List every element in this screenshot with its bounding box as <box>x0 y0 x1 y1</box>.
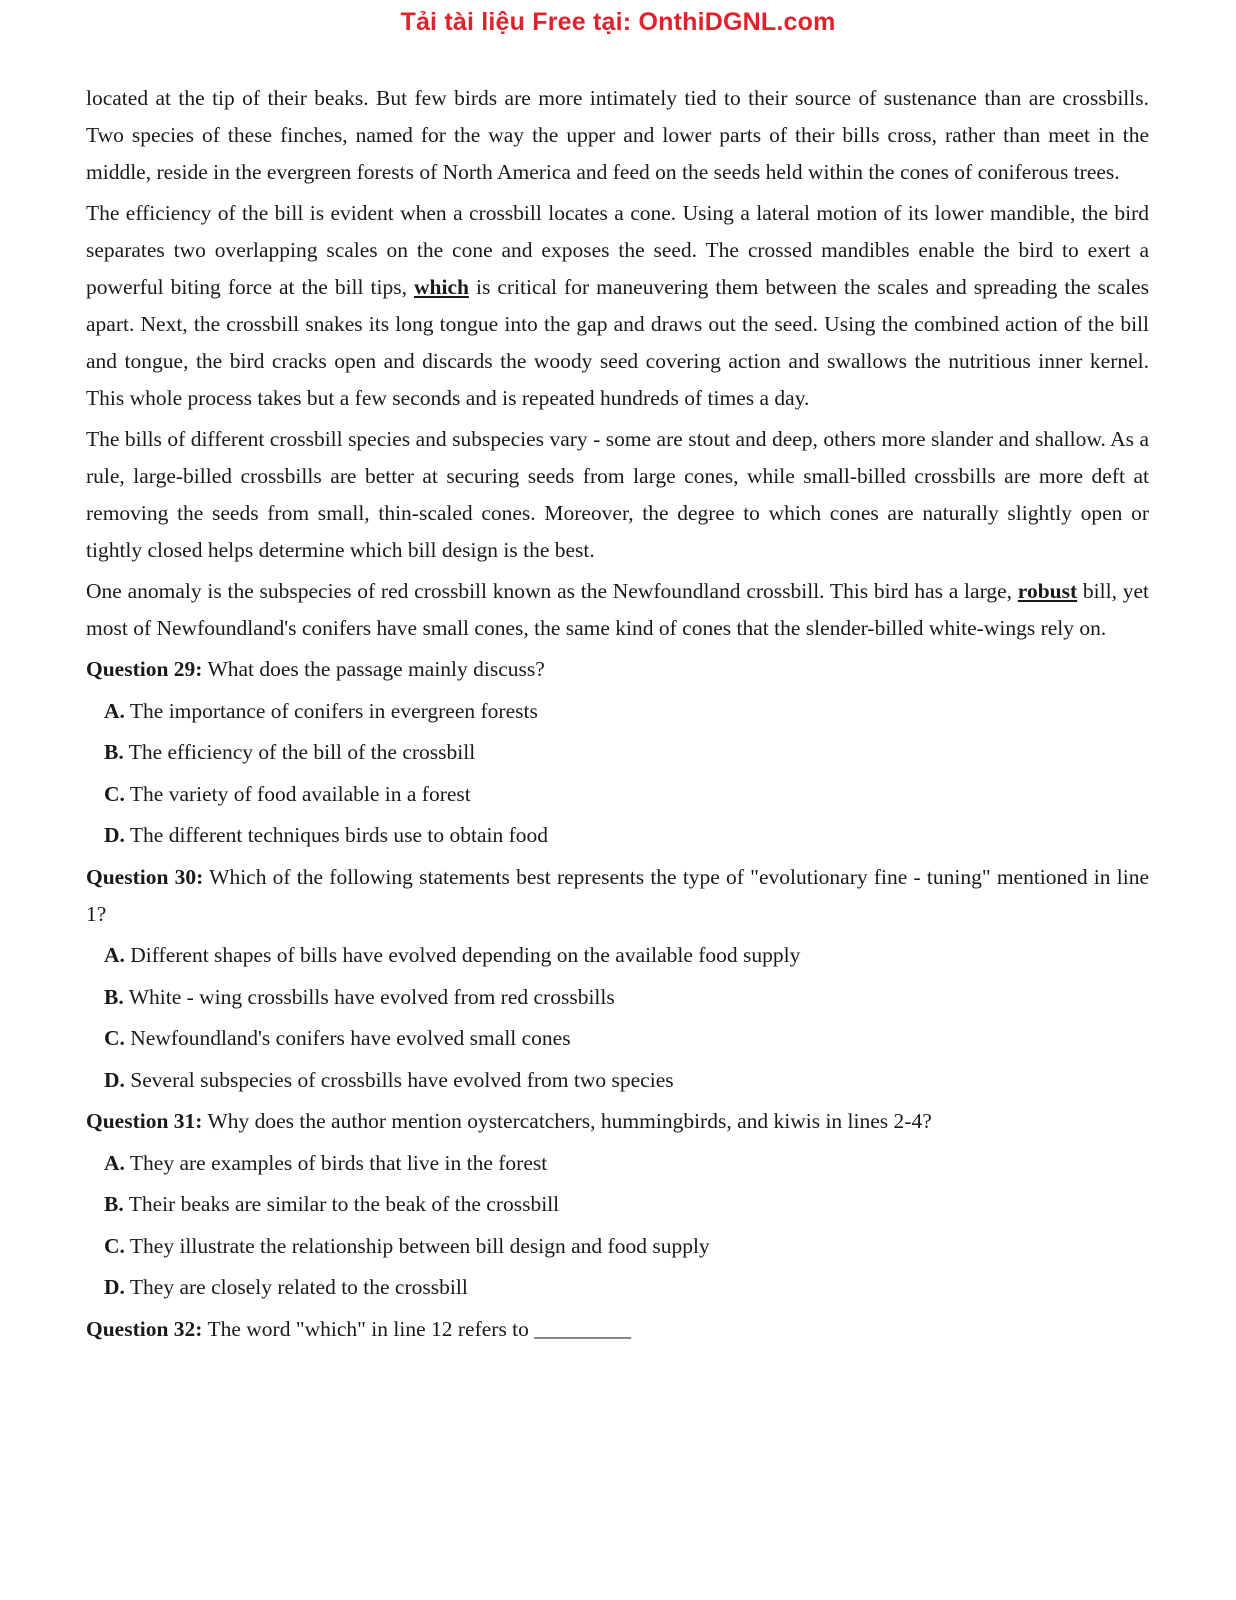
option-text: Different shapes of bills have evolved depending on the available food supply <box>124 943 801 967</box>
option-text: Several subspecies of crossbills have evolved from two species <box>124 1067 674 1092</box>
option-letter: B. <box>104 1192 124 1216</box>
option-text: The variety of food available in a forest <box>124 781 471 806</box>
option-letter: A. <box>104 943 125 967</box>
document-content <box>86 80 1149 1352</box>
option-letter: B. <box>104 740 124 764</box>
question-31 <box>86 1103 1149 1140</box>
passage-text: is critical for maneuvering them between the scales and spreading the scales apart. Next, the crossbill snakes its long tongue into the gap and draws out the seed. Using the combined action of the bill and tongue, the bird cracks open and discards the woody seed covering action and swallows the nutritious inner kernel. This whole process takes but a few seconds and is repeated hundreds of times a day. <box>86 275 1149 410</box>
passage-paragraph-4 <box>86 573 1149 647</box>
option-text: They are examples of birds that live in the forest <box>124 1150 548 1175</box>
question-30-option-c <box>104 1020 1149 1057</box>
option-text: Their beaks are similar to the beak of the crossbill <box>123 1192 560 1216</box>
question-31-option-a <box>104 1145 1149 1182</box>
passage-paragraph-1: located at the tip of their beaks. But few birds are more intimately tied to their source of sustenance than are crossbills. Two species of these finches, named for the way the upper and lower parts of their bills cross, rather than meet in the middle, reside in the evergreen forests of North America and feed on the seeds held within the cones of coniferous trees. <box>86 86 1149 184</box>
question-31-option-d <box>104 1269 1149 1306</box>
question-29-option-c <box>104 776 1149 813</box>
question-text: The word "which" in line 12 refers to _________ <box>202 1316 632 1341</box>
question-29-option-b <box>104 734 1149 771</box>
option-letter: A. <box>104 1150 125 1175</box>
passage-paragraph-3: The bills of different crossbill species and subspecies vary - some are stout and deep, others more slander and shallow. As a rule, large-billed crossbills are better at securing seeds from large cones, while small-billed crossbills are more deft at removing the seeds from small, thin-scaled cones. Moreover, the degree to which cones are naturally slightly open or tightly closed helps determine which bill design is the best. <box>86 427 1149 562</box>
highlighted-word-robust: robust <box>1017 579 1078 603</box>
question-30 <box>86 859 1149 933</box>
option-text: Newfoundland's conifers have evolved small cones <box>124 1026 571 1050</box>
header-title[interactable]: Tải tài liệu Free tại: OnthiDGNL.com <box>400 8 836 36</box>
question-text: What does the passage mainly discuss? <box>202 657 545 681</box>
option-letter: A. <box>104 698 125 723</box>
option-text: They are closely related to the crossbill <box>124 1275 468 1299</box>
option-letter: C. <box>104 1233 125 1258</box>
passage-paragraph-2 <box>86 195 1149 417</box>
question-text: Which of the following statements best represents the type of "evolutionary fine - tuning" mentioned in line 1? <box>86 864 1149 926</box>
question-label: Question 32: <box>86 1316 203 1341</box>
option-letter: D. <box>104 823 125 847</box>
question-32 <box>86 1311 1149 1348</box>
option-text: White - wing crossbills have evolved from red crossbills <box>123 984 615 1009</box>
option-text: The efficiency of the bill of the crossbill <box>123 740 476 764</box>
option-letter: B. <box>104 984 124 1009</box>
question-29 <box>86 651 1149 688</box>
passage-text: The efficiency of the bill is evident when a crossbill locates a cone. Using a lateral motion of its lower mandible, the bird separates two overlapping scales on the cone and exposes the seed. The crossed mandibles enable the bird to exert a powerful biting force at the bill tips, <box>86 201 1149 299</box>
question-label: Question 30: <box>86 864 204 889</box>
option-letter: D. <box>104 1275 125 1299</box>
question-29-option-d <box>104 817 1149 854</box>
question-30-option-d <box>104 1062 1149 1099</box>
question-text: Why does the author mention oystercatchers, hummingbirds, and kiwis in lines 2-4? <box>202 1109 932 1133</box>
question-31-option-b <box>104 1186 1149 1223</box>
passage-text: bill, yet most of Newfoundland's conifers have small cones, the same kind of cones that the slender-billed white-wings rely on. <box>86 579 1150 640</box>
option-text: They illustrate the relationship between bill design and food supply <box>124 1233 710 1258</box>
passage-text: One anomaly is the subspecies of red crossbill known as the Newfoundland crossbill. This bird has a large, <box>86 579 1018 603</box>
option-letter: C. <box>104 1026 125 1050</box>
question-label: Question 31: <box>86 1109 203 1133</box>
option-text: The importance of conifers in evergreen forests <box>124 698 538 723</box>
question-label: Question 29: <box>86 657 203 681</box>
option-letter: D. <box>104 1067 125 1092</box>
highlighted-word-which: which <box>413 275 469 299</box>
question-30-option-a <box>104 937 1149 974</box>
option-text: The different techniques birds use to obtain food <box>124 823 549 847</box>
question-30-option-b <box>104 979 1149 1016</box>
question-31-option-c <box>104 1228 1149 1265</box>
question-29-option-a <box>104 693 1149 730</box>
option-letter: C. <box>104 781 125 806</box>
